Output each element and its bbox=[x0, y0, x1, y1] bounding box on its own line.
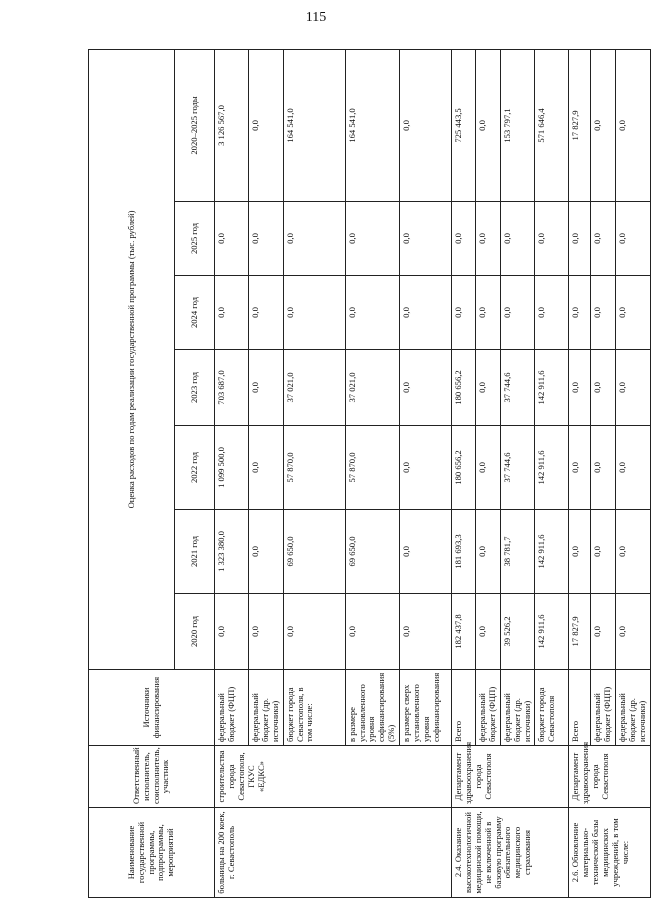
cell-value: 0,0 bbox=[476, 426, 501, 510]
cell-value: 181 693,3 bbox=[452, 510, 476, 594]
cell-value: 0,0 bbox=[476, 276, 501, 350]
cell-value: 142 911,6 bbox=[535, 350, 569, 426]
cell-value: 0,0 bbox=[569, 350, 591, 426]
header-year-2022: 2022 год bbox=[175, 426, 215, 510]
cell-funding-source: федеральный бюджет (др. источники) bbox=[500, 670, 535, 746]
cell-value: 0,0 bbox=[616, 426, 651, 510]
header-year-total: 2020–2025 годы bbox=[175, 49, 215, 201]
table-body bbox=[215, 49, 651, 897]
cell-value: 0,0 bbox=[215, 594, 249, 670]
cell-value: 0,0 bbox=[591, 49, 616, 201]
cell-value: 57 870,0 bbox=[345, 426, 399, 510]
cell-value: 37 021,0 bbox=[283, 350, 345, 426]
cell-value: 39 526,2 bbox=[500, 594, 535, 670]
cell-value: 0,0 bbox=[249, 350, 284, 426]
cell-value: 0,0 bbox=[569, 510, 591, 594]
cell-value: 0,0 bbox=[283, 276, 345, 350]
page-number: 115 bbox=[305, 10, 327, 25]
budget-table bbox=[88, 49, 651, 898]
cell-value: 0,0 bbox=[249, 276, 284, 350]
cell-funding-source: бюджет города Севастополя, в том числе: bbox=[283, 670, 345, 746]
header-responsible: Ответственный исполнитель, соисполнитель, участник bbox=[89, 746, 215, 808]
cell-value: 0,0 bbox=[569, 276, 591, 350]
header-name: Наименование государственной программы, подпрограммы, мероприятий bbox=[89, 808, 215, 898]
cell-responsible: Департамент здравоохранения города Севастополя bbox=[452, 746, 569, 808]
cell-value: 0,0 bbox=[249, 426, 284, 510]
cell-value: 703 687,0 bbox=[215, 350, 249, 426]
cell-value: 0,0 bbox=[400, 350, 452, 426]
cell-value: 0,0 bbox=[345, 276, 399, 350]
cell-value: 153 797,1 bbox=[500, 49, 535, 201]
cell-value: 0,0 bbox=[500, 276, 535, 350]
cell-value: 180 656,2 bbox=[452, 426, 476, 510]
cell-value: 164 541,0 bbox=[283, 49, 345, 201]
cell-funding-source: Всего bbox=[452, 670, 476, 746]
cell-value: 0,0 bbox=[476, 510, 501, 594]
cell-value: 0,0 bbox=[215, 202, 249, 276]
cell-value: 725 443,5 bbox=[452, 49, 476, 201]
header-row-main bbox=[89, 49, 175, 897]
cell-value: 164 541,0 bbox=[345, 49, 399, 201]
cell-item-name: 2.6. Обновление материально-технической базы медицинских учреждений, в том числе: bbox=[569, 808, 650, 898]
cell-value: 0,0 bbox=[452, 276, 476, 350]
cell-value: 0,0 bbox=[591, 276, 616, 350]
cell-value: 38 781,7 bbox=[500, 510, 535, 594]
cell-value: 0,0 bbox=[476, 49, 501, 201]
cell-value: 17 827,9 bbox=[569, 594, 591, 670]
cell-value: 0,0 bbox=[535, 202, 569, 276]
cell-value: 0,0 bbox=[476, 202, 501, 276]
header-year-2020: 2020 год bbox=[175, 594, 215, 670]
cell-value: 17 827,9 bbox=[569, 49, 591, 201]
cell-value: 0,0 bbox=[249, 594, 284, 670]
rotated-table-container bbox=[88, 50, 647, 898]
cell-funding-source: в размере сверх установленного уровня софинансирования bbox=[400, 670, 452, 746]
cell-funding-source: федеральный бюджет (ФЦП) bbox=[215, 670, 249, 746]
cell-value: 0,0 bbox=[616, 350, 651, 426]
cell-value: 0,0 bbox=[283, 202, 345, 276]
cell-value: 0,0 bbox=[345, 202, 399, 276]
cell-value: 0,0 bbox=[591, 426, 616, 510]
cell-value: 37 744,6 bbox=[500, 350, 535, 426]
cell-value: 142 911,6 bbox=[535, 510, 569, 594]
cell-value: 0,0 bbox=[591, 350, 616, 426]
header-year-2024: 2024 год bbox=[175, 276, 215, 350]
header-year-2023: 2023 год bbox=[175, 350, 215, 426]
cell-item-name: больницы на 200 коек, г. Севастополь bbox=[215, 808, 452, 898]
cell-value: 142 911,6 bbox=[535, 594, 569, 670]
cell-funding-source: Всего bbox=[569, 670, 591, 746]
cell-value: 0,0 bbox=[535, 276, 569, 350]
cell-value: 0,0 bbox=[500, 202, 535, 276]
cell-value: 0,0 bbox=[400, 202, 452, 276]
cell-value: 0,0 bbox=[616, 202, 651, 276]
cell-funding-source: федеральный бюджет (ФЦП) bbox=[476, 670, 501, 746]
cell-value: 0,0 bbox=[283, 594, 345, 670]
cell-value: 0,0 bbox=[616, 594, 651, 670]
cell-value: 0,0 bbox=[249, 49, 284, 201]
table-row bbox=[569, 49, 591, 897]
cell-value: 1 099 500,0 bbox=[215, 426, 249, 510]
cell-value: 0,0 bbox=[616, 510, 651, 594]
cell-value: 0,0 bbox=[215, 276, 249, 350]
cell-value: 0,0 bbox=[476, 350, 501, 426]
cell-value: 0,0 bbox=[591, 202, 616, 276]
cell-value: 0,0 bbox=[569, 202, 591, 276]
cell-value: 0,0 bbox=[249, 202, 284, 276]
header-year-2021: 2021 год bbox=[175, 510, 215, 594]
cell-funding-source: федеральный бюджет (др. источники) bbox=[249, 670, 284, 746]
cell-value: 0,0 bbox=[345, 594, 399, 670]
cell-value: 0,0 bbox=[452, 202, 476, 276]
table-row bbox=[215, 49, 249, 897]
cell-responsible: Департамент здравоохранения города Севастополя bbox=[569, 746, 650, 808]
cell-value: 0,0 bbox=[476, 594, 501, 670]
cell-value: 1 323 380,0 bbox=[215, 510, 249, 594]
cell-funding-source: федеральный бюджет (др. источники) bbox=[616, 670, 651, 746]
cell-item-name: 2.4. Оказание высокотехнологичной медицинской помощи, не включенной в базовую программу обязательного медицинского страхования bbox=[452, 808, 569, 898]
cell-value: 571 646,4 bbox=[535, 49, 569, 201]
cell-value: 0,0 bbox=[400, 276, 452, 350]
cell-value: 142 911,6 bbox=[535, 426, 569, 510]
cell-value: 69 650,0 bbox=[345, 510, 399, 594]
cell-value: 0,0 bbox=[400, 510, 452, 594]
cell-responsible: строительства города Севастополя, ГКУС «ЕДКС» bbox=[215, 746, 452, 808]
cell-funding-source: в размере установленного уровня софинансирования (5%) bbox=[345, 670, 399, 746]
cell-value: 69 650,0 bbox=[283, 510, 345, 594]
header-estimate: Оценка расходов по годам реализации государственной программы (тыс. рублей) bbox=[89, 49, 175, 669]
cell-funding-source: бюджет города Севастополя bbox=[535, 670, 569, 746]
cell-value: 0,0 bbox=[591, 510, 616, 594]
cell-value: 0,0 bbox=[616, 49, 651, 201]
cell-value: 37 744,6 bbox=[500, 426, 535, 510]
cell-value: 37 021,0 bbox=[345, 350, 399, 426]
cell-value: 0,0 bbox=[400, 49, 452, 201]
cell-value: 0,0 bbox=[569, 426, 591, 510]
cell-value: 0,0 bbox=[400, 594, 452, 670]
cell-value: 180 656,2 bbox=[452, 350, 476, 426]
header-year-2025: 2025 год bbox=[175, 202, 215, 276]
cell-value: 0,0 bbox=[249, 510, 284, 594]
cell-value: 0,0 bbox=[616, 276, 651, 350]
cell-value: 0,0 bbox=[591, 594, 616, 670]
table-row bbox=[452, 49, 476, 897]
cell-value: 3 126 567,0 bbox=[215, 49, 249, 201]
cell-value: 182 437,8 bbox=[452, 594, 476, 670]
header-sources: Источники финансирования bbox=[89, 670, 215, 746]
cell-value: 0,0 bbox=[400, 426, 452, 510]
cell-funding-source: федеральный бюджет (ФЦП) bbox=[591, 670, 616, 746]
cell-value: 57 870,0 bbox=[283, 426, 345, 510]
